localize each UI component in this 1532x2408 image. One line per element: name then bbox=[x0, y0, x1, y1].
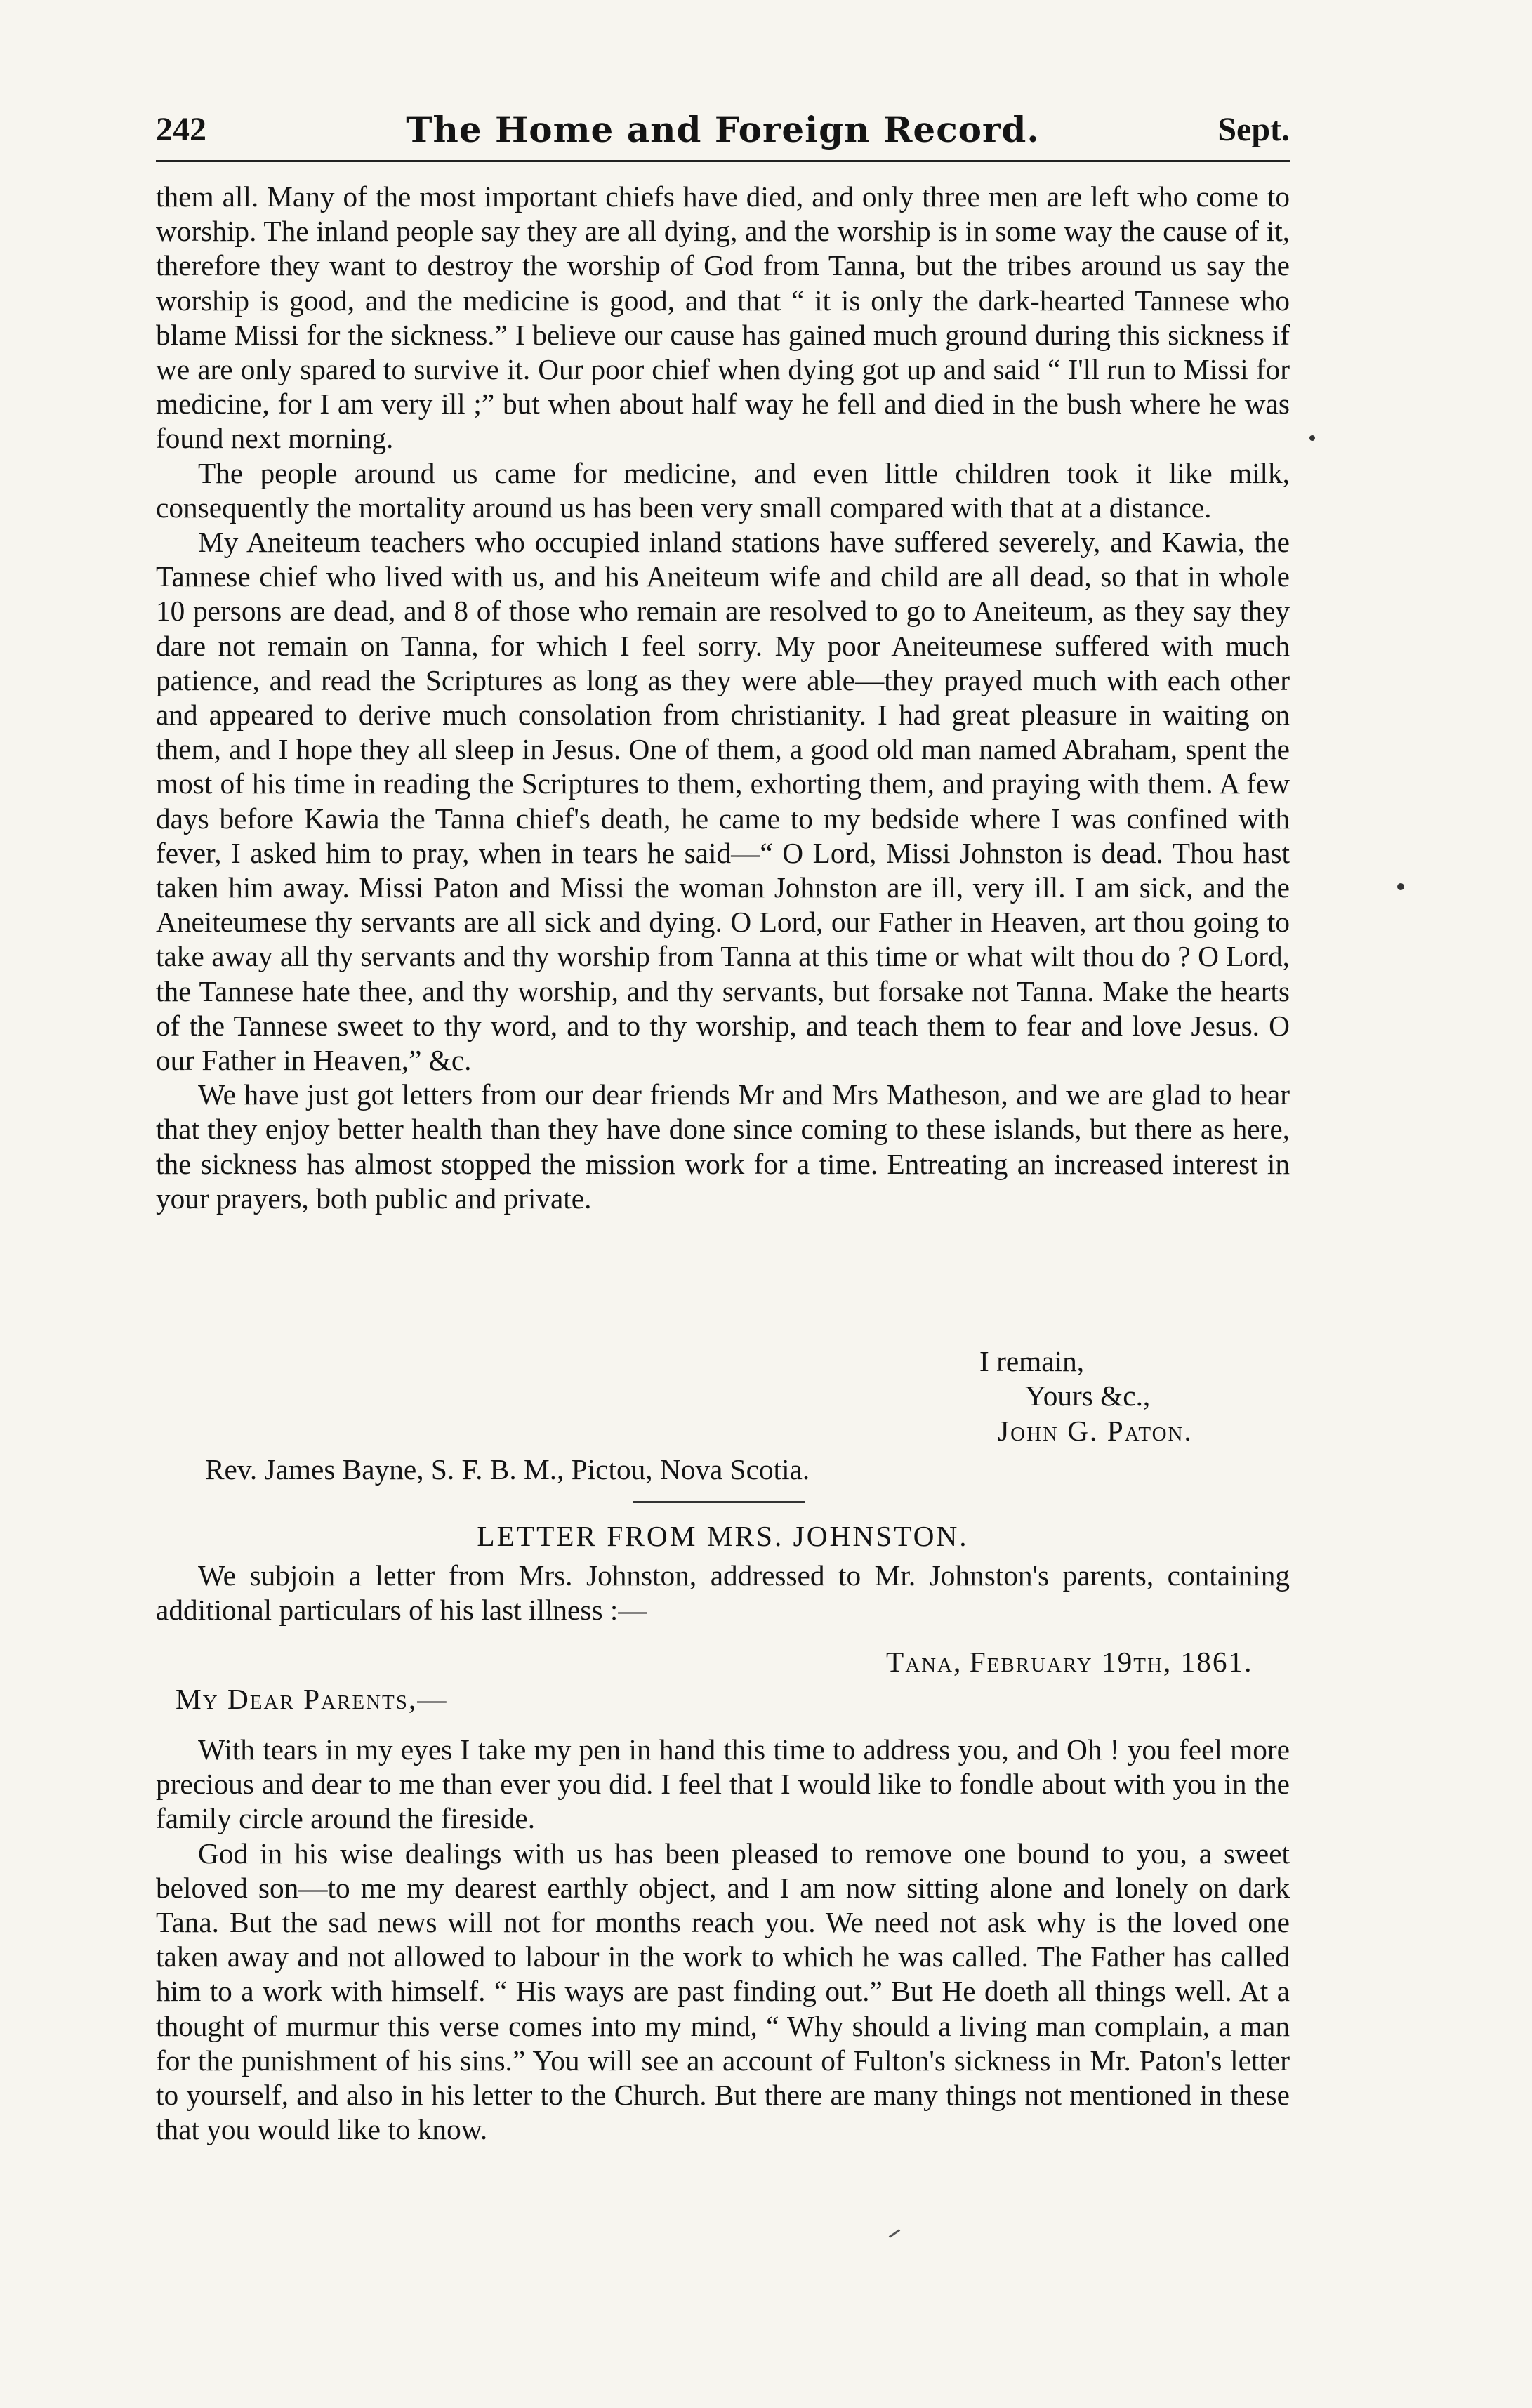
paragraph: The people around us came for medicine, and even little children took it like milk, consequently the mortality around us has been very small compared with that at a distance. bbox=[156, 456, 1290, 524]
johnston-letter-body bbox=[156, 1733, 1290, 2147]
page-number: 242 bbox=[156, 111, 206, 148]
paragraph: We have just got letters from our dear friends Mr and Mrs Matheson, and we are glad to hear that they enjoy better health than they have done since coming to these islands, but there as here, the sickness has almost stopped the mission work for a time. Entreating an increased interest in your prayers, both public and private. bbox=[156, 1078, 1290, 1215]
signature: John G. Paton. bbox=[998, 1415, 1193, 1447]
ink-speck bbox=[1309, 435, 1315, 441]
section-title: LETTER FROM MRS. JOHNSTON. bbox=[477, 1520, 969, 1552]
ink-speck bbox=[1397, 883, 1404, 890]
paragraph: them all. Many of the most important chiefs have died, and only three men are left who come to worship. The inland people say they are all dying, and the worship is in some way the cause of it, therefore they want to destroy the worship of God from Tanna, but the tribes around us say the worship is good, and the medicine is good, and that “ it is only the dark-hearted Tannese who blame Missi for the sickness.” I believe our cause has gained much ground during this sickness if we are only spared to survive it. Our poor chief when dying got up and said “ I'll run to Missi for medicine, for I am very ill ;” but when about half way he fell and died in the bush where he was found next morning. bbox=[156, 180, 1290, 455]
intro-paragraph: We subjoin a letter from Mrs. Johnston, addressed to Mr. Johnston's parents, containing additional particulars of his last illness :— bbox=[156, 1559, 1290, 1627]
running-head-month: Sept. bbox=[1217, 111, 1290, 148]
addressee: Rev. James Bayne, S. F. B. M., Pictou, Nova Scotia. bbox=[205, 1453, 810, 1486]
section-divider bbox=[633, 1501, 805, 1503]
running-head bbox=[156, 105, 1290, 154]
closing-remain: I remain, bbox=[979, 1345, 1085, 1377]
dateline-place: Tana, bbox=[886, 1646, 963, 1678]
header-rule bbox=[156, 160, 1290, 162]
paton-letter-body bbox=[156, 180, 1290, 1216]
paragraph: God in his wise dealings with us has been pleased to remove one bound to you, a sweet beloved son—to me my dearest earthly object, and I am now sitting alone and lonely on dark Tana. But the sad news will not for months reach you. We need not ask why is the loved one taken away and not allowed to labour in the work to which he was called. The Father has called him to a work with himself. “ His ways are past finding out.” But He doeth all things well. At a thought of murmur this verse comes into my mind, “ Why should a living man complain, a man for the punishment of his sins.” You will see an account of Fulton's sickness in Mr. Paton's letter to yourself, and also in his letter to the Church. But there are many things not mentioned in these that you would like to know. bbox=[156, 1837, 1290, 2146]
dateline bbox=[886, 1644, 1253, 1679]
paragraph: My Aneiteum teachers who occupied inland stations have suffered severely, and Kawia, the Tannese chief who lived with us, and his Aneiteum wife and child are all dead, so that in whole 10 persons are dead, and 8 of those who remain are resolved to go to Aneiteum, as they say they dare not remain on Tanna, for which I feel sorry. My poor Aneiteumese suffered with much patience, and read the Scriptures as long as they were able—they prayed much with each other and appeared to derive much consolation from christianity. I had great pleasure in waiting on them, and I hope they all sleep in Jesus. One of them, a good old man named Abraham, spent the most of his time in reading the Scriptures to them, exhorting them, and praying with them. A few days before Kawia the Tanna chief's death, he came to my bedside where I was confined with fever, I asked him to pray, when in tears he said—“ O Lord, Missi Johnston is dead. Thou hast taken him away. Missi Paton and Missi the woman Johnston are ill, very ill. I am sick, and the Aneiteumese thy servants are all sick and dying. O Lord, our Father in Heaven, art thou going to take away all thy servants and thy worship from Tanna at this time or what wilt thou do ? O Lord, the Tannese hate thee, and thy worship, and thy servants, but forsake not Tanna. Make the hearts of the Tannese sweet to thy word, and to thy worship, and teach them to fear and love Jesus. O our Father in Heaven,” &c. bbox=[156, 526, 1290, 1077]
paragraph: With tears in my eyes I take my pen in hand this time to address you, and Oh ! you feel more precious and dear to me than ever you did. I feel that I would like to fondle about with you in the family circle around the fireside. bbox=[156, 1733, 1290, 1835]
ink-speck bbox=[889, 2229, 900, 2238]
closing-yours: Yours &c., bbox=[1025, 1380, 1151, 1412]
johnston-intro bbox=[156, 1559, 1290, 1627]
salutation: My Dear Parents,— bbox=[176, 1683, 448, 1715]
dateline-date: February 19th, 1861. bbox=[969, 1646, 1253, 1678]
journal-title: The Home and Foreign Record. bbox=[406, 109, 1040, 150]
